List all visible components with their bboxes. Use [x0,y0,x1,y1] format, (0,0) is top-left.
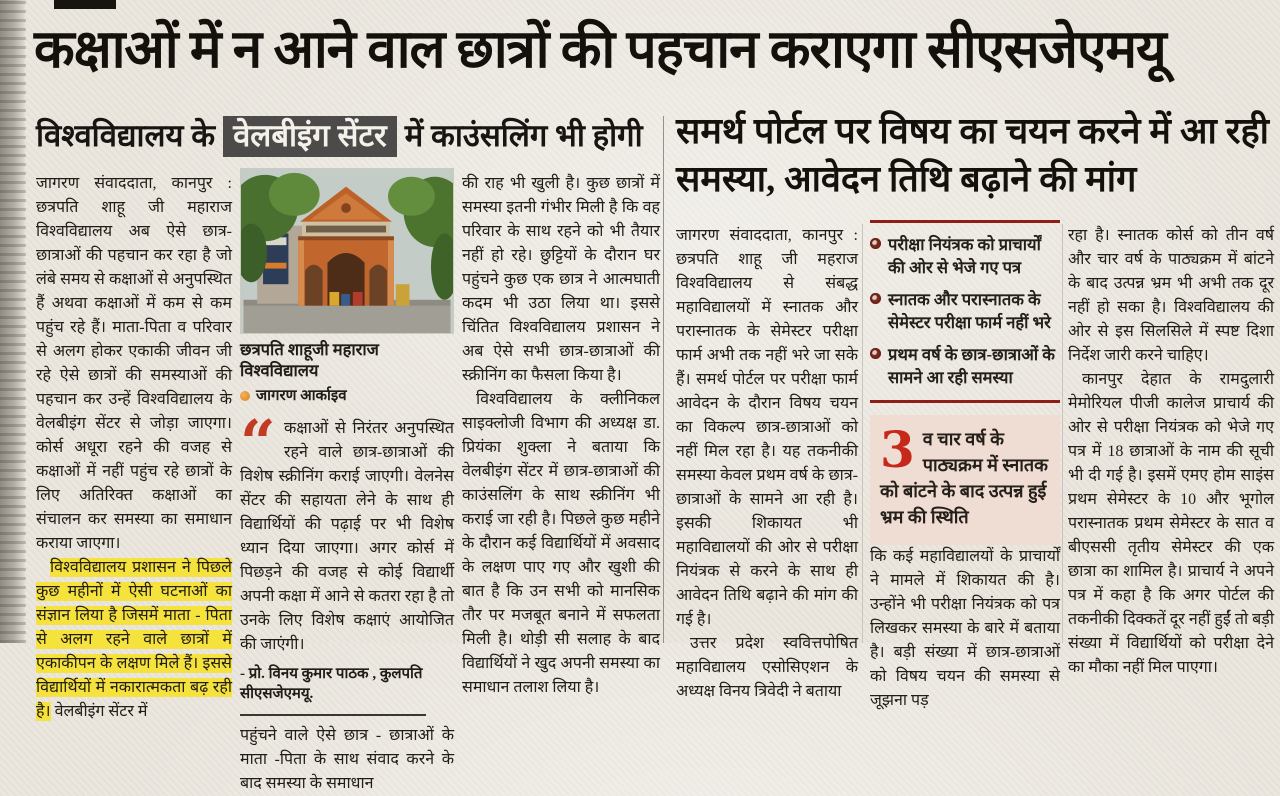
right-article-column-3 [1068,224,1274,680]
photo-credit [240,385,454,408]
scan-crop-mark [54,0,116,9]
bullet-icon [870,238,881,249]
bullet-text: स्नातक और परास्नातक के सेमेस्टर परीक्षा फार्म नहीं भरे [888,289,1051,333]
subheadline-prefix: विश्वविद्यालय के [36,118,216,153]
right-article-fact-box-column [870,220,1060,713]
body-paragraph: उत्तर प्रदेश स्ववित्तपोषित महाविद्यालय एसोसिएशन के अध्यक्ष विनय त्रिवेदी ने बताया [676,635,858,700]
quote-attribution: - प्रो. विनय कुमार पाठक , कुलपति सीएसजेएमयू. [240,666,423,702]
section-divider [240,714,426,716]
body-paragraph: जागरण संवाददाता, कानपुर : छत्रपति शाहू जी महराज विश्वविद्यालय से संबद्ध महाविद्यालयों में स्नातक और परास्नातक के सेमेस्टर परीक्षा फार्म अभी तक नहीं भरे जा सके हैं। समर्थ पोर्टल पर परीक्षा फार्म आवेदन के दौरान विषय चयन का विकल्प छात्र-छात्राओं को नहीं मिल रहा है। यह तकनीकी समस्या केवल प्रथम वर्ष के छात्र-छात्राओं के सामने आ रही है। इसकी शिकायत भी महाविद्यालयों की ओर से परीक्षा नियंत्रक से करने के साथ ही आवेदन तिथि बढ़ाने की मांग की गई है। [676,227,858,628]
bullet-text: परीक्षा नियंत्रक को प्राचार्यों की ओर से भेजे गए पत्र [888,235,1041,278]
photo-credit-label: जागरण आर्काइव [256,387,347,404]
body-paragraph: कि कई महाविद्यालयों के प्राचार्यों ने मामले में शिकायत की है। उन्होंने भी परीक्षा नियंत्रक को पत्र लिखकर समस्या के बारे में बताया है। बड़ी संख्या में छात्र-छात्राओं को विषय चयन की समस्या से जूझना पड़ [870,547,1060,709]
yellow-highlighted-text: विश्वविद्यालय प्रशासन ने पिछले कुछ महीनों में ऐसी घटनाओं का संज्ञान लिया है जिसमें माता - पिता से अलग रहने वाले छात्रों में एकाकीपन के लक्षण मिले हैं। इससे विद्यार्थियों में नकारात्मकता बढ़ रही है। [36,559,232,720]
body-paragraph: जागरण संवाददाता, कानपुर : छत्रपति शाहू जी महाराज विश्वविद्यालय अब ऐसे छात्र-छात्राओं की पहचान कर रहा है जो लंबे समय से कक्षाओं से अनुपस्थित हैं अथवा कक्षाओं में कम से कम पहुंच रहे हैं। माता-पिता व परिवार से अलग होकर एकाकी जीवन जी रहे ऐसे छात्रों की समस्याओं की पहचान कर उन्हें विश्वविद्यालय के वेलबीइंग सेंटर से जोड़ा जाएगा। कोर्स अधूरा रहने की वजह से कक्षाओं में नहीं पहुंच रहे छात्रों के लिए अतिरिक्त कक्षाओं का संचालन कर समस्या का समाधान कराया जाएगा। [36,175,232,552]
fact-bullet-list [870,233,1060,390]
left-article-column-2 [240,168,454,796]
pull-quote [240,406,454,704]
right-article-column-1 [676,224,858,704]
stat-highlight-text: व चार वर्ष के पाठ्यक्रम में स्नातक को बांटने के बाद उत्पन्न हुई भ्रम की स्थिति [880,428,1048,527]
big-number: 3 [880,419,915,479]
stat-highlight-box [870,415,1060,545]
bullet-icon [870,348,881,359]
main-headline: कक्षाओं में न आने वाल छात्रों की पहचान कराएगा सीएसजेएमयू [34,21,1166,79]
quote-text: कक्षाओं से निरंतर अनुपस्थित रहने वाले छात्र-छात्राओं की विशेष स्क्रीनिंग कराई जाएगी। वेलनेस सेंटर की सहायता लेने के साथ ही विद्यार्थियों की पढ़ाई पर भी विशेष ध्यान दिया जाएगा। अगर कोर्स में पिछड़ने की वजह से कोई विद्यार्थी अपनी कक्षा में आने से कतरा रहा है तो उनके लिए विशेष कक्षाएं आयोजित की जाएंगी। [240,420,454,654]
left-article-subheadline [36,114,660,157]
body-paragraph: विश्वविद्यालय के क्लीनिकल साइक्लोजी विभाग की अध्यक्ष डा. प्रियंका शुक्ला ने बताया कि वेलबीइंग सेंटर में छात्र-छात्राओं की काउंसलिंग के साथ स्क्रीनिंग भी कराई जा रही है। पिछले कुछ महीने के दौरान कई विद्यार्थियों में अवसाद के लक्षण पाए गए और खुशी की बात है कि उन सभी को मानसिक तौर पर मजबूत बनाने में सफलता मिली है। थोड़ी सी सलाह के बाद विद्यार्थियों ने खुद अपनी समस्या का समाधान तलाश लिया है। [462,391,660,696]
university-gate-photo [240,168,454,334]
subheadline-suffix: में काउंसलिंग भी होगी [404,118,643,153]
fact-bullet-item [870,343,1060,390]
right-article-subheadline: समर्थ पोर्टल पर विषय का चयन करने में आ रही समस्या, आवेदन तिथि बढ़ाने की मांग [676,111,1269,199]
quote-icon: “ [240,406,276,480]
body-paragraph [36,556,232,724]
bullet-text: प्रथम वर्ष के छात्र-छात्राओं के सामने आ रही समस्या [888,344,1055,388]
article-divider-line [663,116,664,643]
body-paragraph: कानपुर देहात के रामदुलारी मेमोरियल पीजी कालेज प्राचार्य की ओर से परीक्षा नियंत्रक को भेजे गए पत्र में 18 छात्राओं के नाम की सूची भी दी गई है। इसमें एमए होम साइंस प्रथम सेमेस्टर के 10 और भूगोल परास्नातक प्रथम सेमेस्टर के सात व बीएससी तृतीय सेमेस्टर की एक छात्रा का शामिल है। प्राचार्य ने अपने पत्र में कहा है कि अगर पोर्टल की तकनीकी दिक्कतें दूर नहीं हुईं तो बड़ी संख्या में विद्यार्थियों को परीक्षा देने का मौका नहीं मिल पाएगा। [1068,371,1274,676]
scanned-paper-edge [0,0,26,643]
body-paragraph: पहुंचने वाले ऐसे छात्र - छात्राओं के माता -पिता के साथ संवाद करने के बाद समस्या के समाधान [240,727,454,793]
left-article-column-3 [462,172,660,700]
body-paragraph: रहा है। स्नातक कोर्स को तीन वर्ष और चार वर्ष के पाठ्यक्रम में बांटने के बाद उत्पन्न भ्रम भी अभी तक दूर नहीं हो सका है। विश्वविद्यालय की ओर से इस सिलसिले में स्पष्ट दिशा निर्देश जारी करने चाहिए। [1068,227,1274,364]
paragraph-tail: वेलबीइंग सेंटर में [54,703,148,720]
credit-dot-icon [240,391,250,401]
photo-caption: छत्रपति शाहूजी महाराज विश्वविद्यालय [240,340,379,381]
left-article-column-1 [36,172,232,724]
fact-bullet-item [870,233,1060,280]
red-rule-top [870,220,1060,223]
bullet-icon [870,293,881,304]
column-divider-line [1062,224,1063,643]
red-rule-bottom [870,400,1060,403]
column-divider-line [862,224,863,643]
subheadline-reverse-box: वेलबीइंग सेंटर [223,116,397,157]
body-paragraph: की राह भी खुली है। कुछ छात्रों में समस्या इतनी गंभीर मिली है कि वह परिवार के साथ रहने को भी तैयार नहीं हो रहे। छुट्टियों के दौरान घर पहुंचने कुछ एक छात्र ने आत्मघाती कदम भी उठा लिया था। इससे चिंतित विश्वविद्यालय प्रशासन ने अब ऐसे सभी छात्र-छात्राओं की स्क्रीनिंग का फैसला किया है। [462,175,660,384]
fact-bullet-item [870,288,1060,335]
